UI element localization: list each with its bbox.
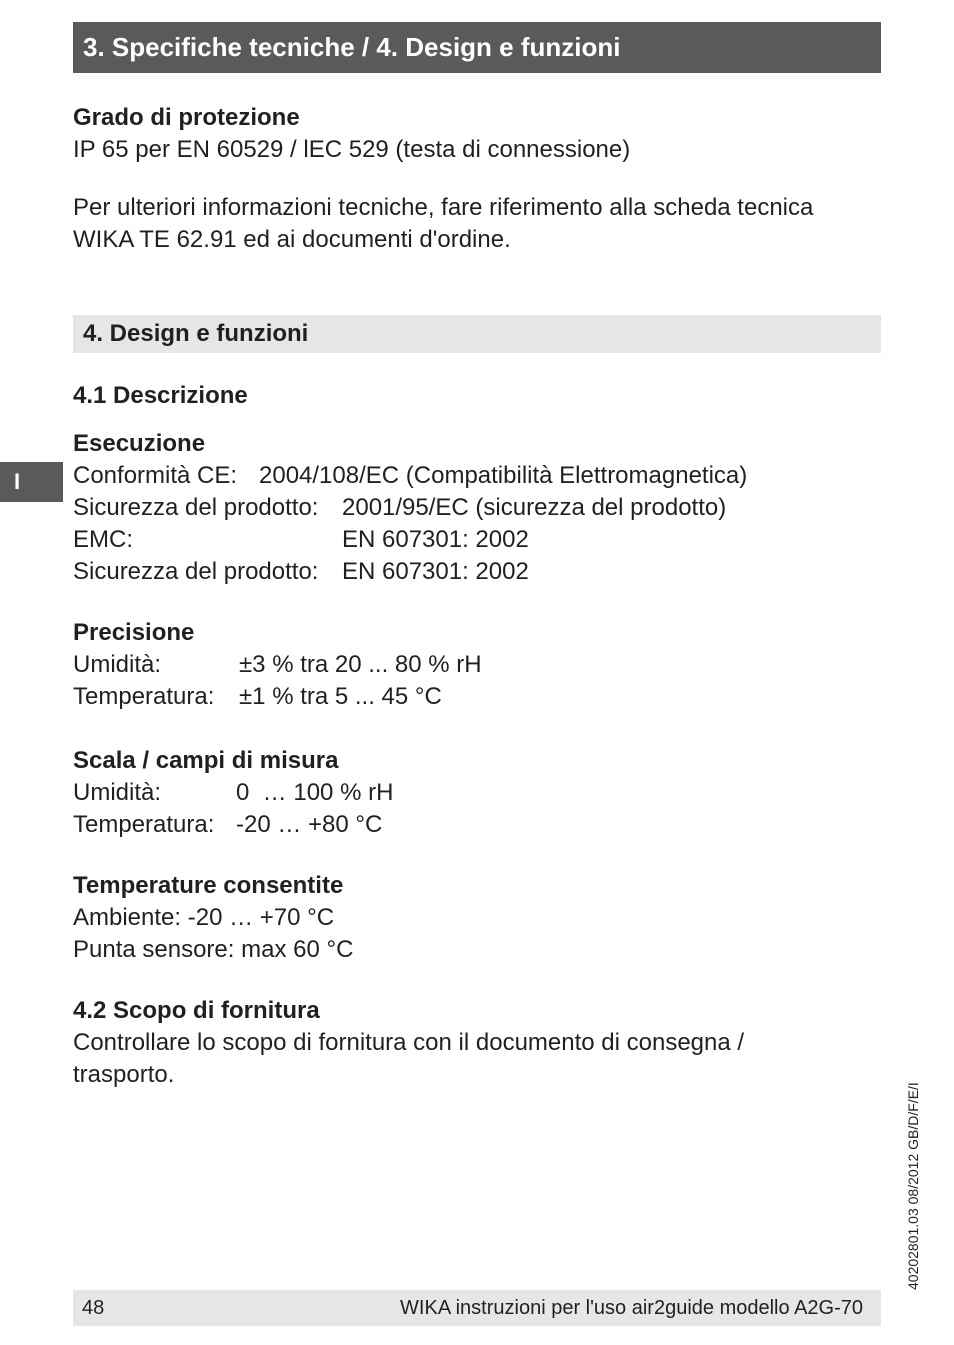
page-header: 3. Specifiche tecniche / 4. Design e funzioni <box>73 22 881 73</box>
esecuzione-label: EMC: <box>73 526 133 553</box>
precisione-label: Temperatura: <box>73 683 215 710</box>
page-footer <box>73 1290 881 1326</box>
scala-list <box>73 777 393 841</box>
delivery-line-2: trasporto. <box>73 1061 175 1088</box>
scala-row <box>73 777 393 809</box>
precisione-list <box>73 649 482 713</box>
precisione-row <box>73 681 482 713</box>
page-number: 48 <box>82 1297 105 1319</box>
document-code: 40202801.03 08/2012 GB/D/F/E/I <box>905 1082 921 1290</box>
precisione-value: ±1 % tra 5 ... 45 °C <box>239 683 442 710</box>
section-4-title: 4. Design e funzioni <box>73 315 881 353</box>
more-info-line-2: WIKA TE 62.91 ed ai documenti d'ordine. <box>73 226 511 253</box>
esecuzione-row <box>73 556 747 588</box>
protection-text: IP 65 per EN 60529 / lEC 529 (testa di connessione) <box>73 136 631 163</box>
esecuzione-value: 2001/95/EC (sicurezza del prodotto) <box>342 494 727 521</box>
precisione-row <box>73 649 482 681</box>
scala-row <box>73 809 393 841</box>
precisione-label: Umidità: <box>73 651 162 678</box>
protection-heading: Grado di protezione <box>73 104 300 131</box>
scala-label: Temperatura: <box>73 811 215 838</box>
esecuzione-row <box>73 492 747 524</box>
esecuzione-value: EN 607301: 2002 <box>342 558 529 585</box>
subsection-4-1-heading: 4.1 Descrizione <box>73 382 248 409</box>
esecuzione-value: 2004/108/EC (Compatibilità Elettromagnetica) <box>259 462 748 489</box>
esecuzione-label: Sicurezza del prodotto: <box>73 558 319 585</box>
temperature-ambient: Ambiente: -20 … +70 °C <box>73 904 335 931</box>
more-info-line-1: Per ulteriori informazioni tecniche, fare riferimento alla scheda tecnica <box>73 194 814 221</box>
esecuzione-label: Sicurezza del prodotto: <box>73 494 319 521</box>
esecuzione-row <box>73 524 747 556</box>
esecuzione-value: EN 607301: 2002 <box>342 526 529 553</box>
footer-text: WIKA instruzioni per l'uso air2guide modello A2G-70 <box>400 1297 863 1319</box>
esecuzione-list <box>73 460 747 588</box>
delivery-line-1: Controllare lo scopo di fornitura con il documento di consegna / <box>73 1029 745 1056</box>
subsection-4-2-heading: 4.2 Scopo di fornitura <box>73 997 320 1024</box>
esecuzione-heading: Esecuzione <box>73 430 206 457</box>
esecuzione-row <box>73 460 747 492</box>
scala-heading: Scala / campi di misura <box>73 747 339 774</box>
scala-value: 0 … 100 % rH <box>236 779 394 806</box>
temperature-sensor-tip: Punta sensore: max 60 °C <box>73 936 354 963</box>
precisione-heading: Precisione <box>73 619 195 646</box>
scala-label: Umidità: <box>73 779 162 806</box>
scala-value: -20 … +80 °C <box>236 811 383 838</box>
temperature-heading: Temperature consentite <box>73 872 344 899</box>
language-tab: I <box>0 462 63 502</box>
precisione-value: ±3 % tra 20 ... 80 % rH <box>239 651 482 678</box>
esecuzione-label: Conformità CE: <box>73 462 238 489</box>
